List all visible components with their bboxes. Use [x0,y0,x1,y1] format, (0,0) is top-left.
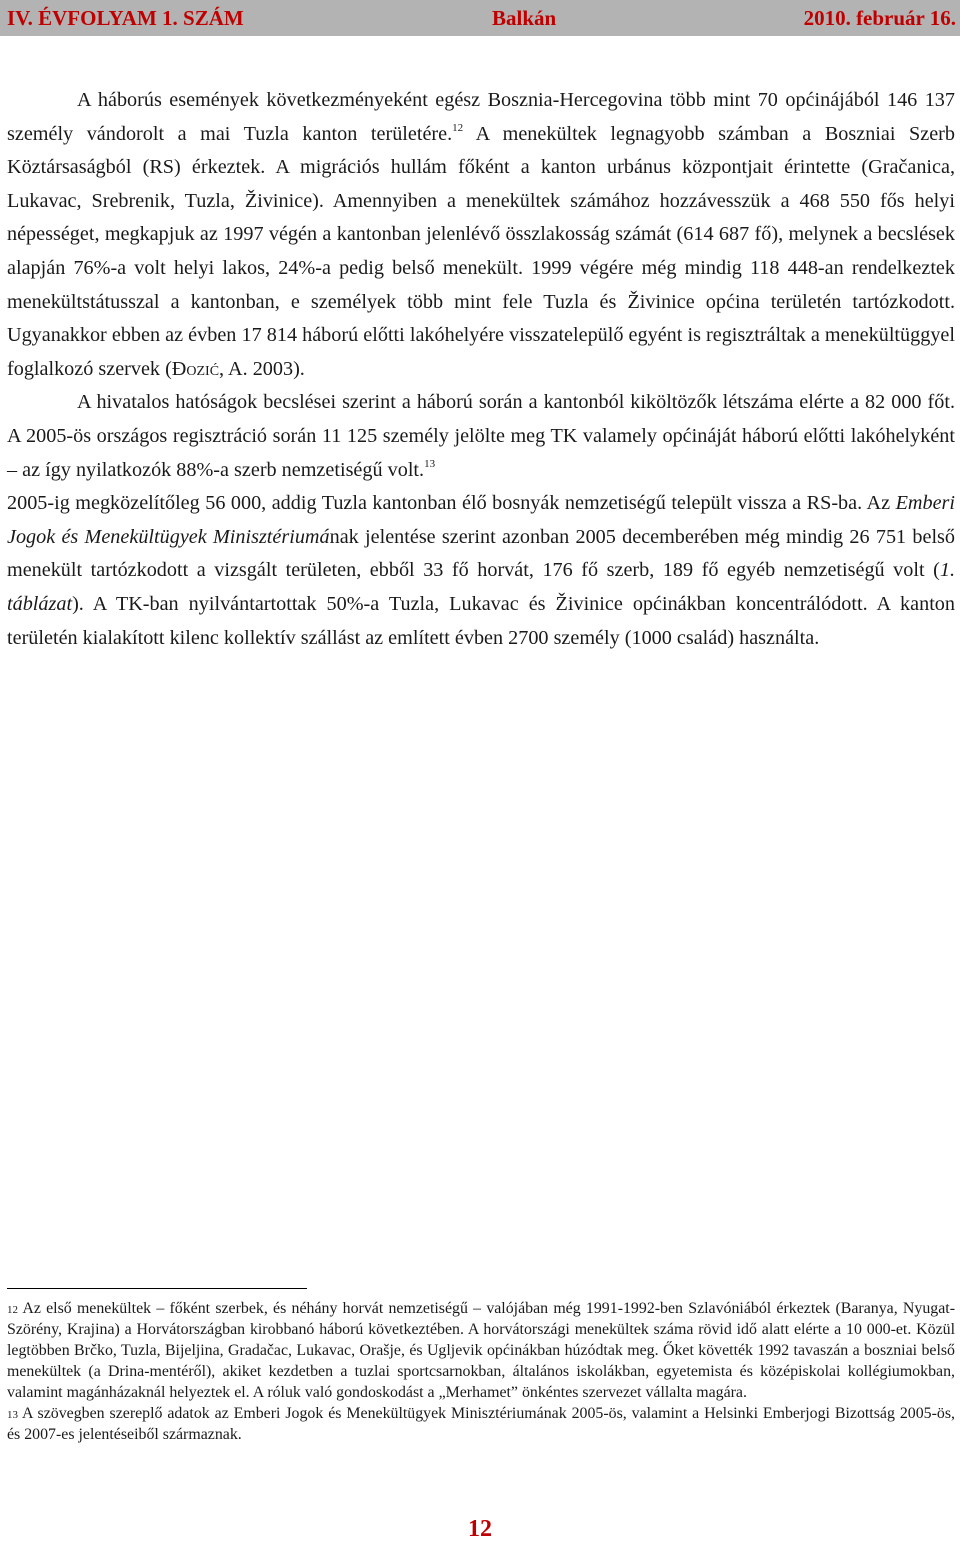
footnote-ref-12[interactable]: 12 [452,121,464,134]
footnote-ref-13[interactable]: 13 [424,457,436,470]
running-header [0,0,960,36]
main-text [7,84,955,655]
paragraph-2 [7,386,955,487]
paragraph-3-text-c: ). A TK-ban nyilvántartottak 50%-a Tuzla, Lukavac és Živinice općinákban koncentrálódott. A kanton területén kialakított kilenc kollektív szállást az említett évben 2700 személy (1000 család) használta. [7,592,955,649]
header-section: Balkán [492,6,557,30]
citation-author: Đozić [171,357,220,380]
footnote-text: Az első menekültek – főként szerbek, és néhány horvát nemzetiségű – valójában még 1991-1992-ben Szlavóniából érkeztek (Baranya, Nyugat-Szörény, Krajina) a Horvátországban kirobbanó háború következtében. A horvátországi menekültek száma rövid idő alatt elérte a 10 000-et. Közül legtöbben Brčko, Tuzla, Bijeljina, Gradačac, Lukavac, Orašje, és Ugljevik općinákban húzódtak meg. Őket követték 1992 tavaszán a boszniai belső menekültek (a Drina-mentéről), akiket kezdetben a tuzlai sportcsarnokban, általános iskolákban, egyetemista és középiskolai kollégiumokban, valamint magánházaknál helyeztek el. A róluk való gondoskodást a „Merhamet” önkéntes szervezet vállalta magára. [7,1300,955,1401]
header-volume: IV. ÉVFOLYAM 1. SZÁM [7,6,244,30]
footnote-13 [7,1403,955,1445]
paragraph-1-text-b: A menekültek legnagyobb számban a Boszniai Szerb Köztársaságból (RS) érkeztek. A migrációs hullám főként a kanton urbánus központjait érintette (Gračanica, Lukavac, Srebrenik, Tuzla, Živinice). Amennyiben a menekültek számához hozzávesszük a 468 550 fős helyi népességet, megkapjuk az 1997 végén a kantonban jelenlévő összlakosság számát (614 687 fő), melynek a becslések alapján 76%-a volt helyi lakos, 24%-a pedig belső menekült. 1999 végére még mindig 118 448-an rendelkeztek menekültstátusszal a kantonban, e személyek több mint fele Tuzla és Živinice općina területén tartózkodott. Ugyanakkor ebben az évben 17 814 háború előtti lakóhelyére visszatelepülő egyént is regisztráltak a menekültüggyel foglalkozó szervek ( [7,122,955,380]
footnote-number: 13 [7,1409,18,1421]
paragraph-2-text: A hivatalos hatóságok becslései szerint a háború során a kantonból kiköltözők létszáma elérte a 82 000 főt. A 2005-ös országos regisztráció során 11 125 személy jelölte meg TK valamely općináját háború előtti lakóhelyként – az így nyilatkozók 88%-a szerb nemzetiségű volt. [7,391,955,481]
table-reference[interactable]: 1. táblázat [7,559,955,615]
footnote-text: A szövegben szereplő adatok az Emberi Jogok és Menekültügyek Minisztériumának 2005-ös, valamint a Helsinki Emberjogi Bizottság 2005-ös, és 2007-es jelentéseiből származnak. [7,1405,955,1443]
footnotes [7,1298,955,1445]
page-number: 12 [468,1516,492,1542]
paragraph-1-text-a: A háborús események következményeként egész Bosznia-Hercegovina több mint 70 općinájából 146 137 személy vándorolt a mai Tuzla kanton területére. [7,89,955,145]
footnote-separator [7,1288,307,1289]
paragraph-3-text-b: nak jelentése szerint azonban 2005 decemberében még mindig 26 751 belső menekült tartózkodott a vizsgált területen, ebből 33 fő horvát, 176 fő szerb, 189 fő egyéb nemzetiségű volt ( [7,525,955,582]
citation-rest: , A. 2003). [219,357,305,380]
paragraph-3 [7,487,955,655]
footnote-number: 12 [7,1304,18,1316]
header-date: 2010. február 16. [803,6,956,30]
ministry-name: Emberi Jogok és Menekültügyek Minisztériumá [7,492,955,548]
paragraph-3-text-a: 2005-ig megközelítőleg 56 000, addig Tuzla kantonban élő bosnyák nemzetiségű települt vissza a RS-ba. Az [7,492,896,515]
footnote-12 [7,1298,955,1403]
paragraph-1 [7,84,955,386]
